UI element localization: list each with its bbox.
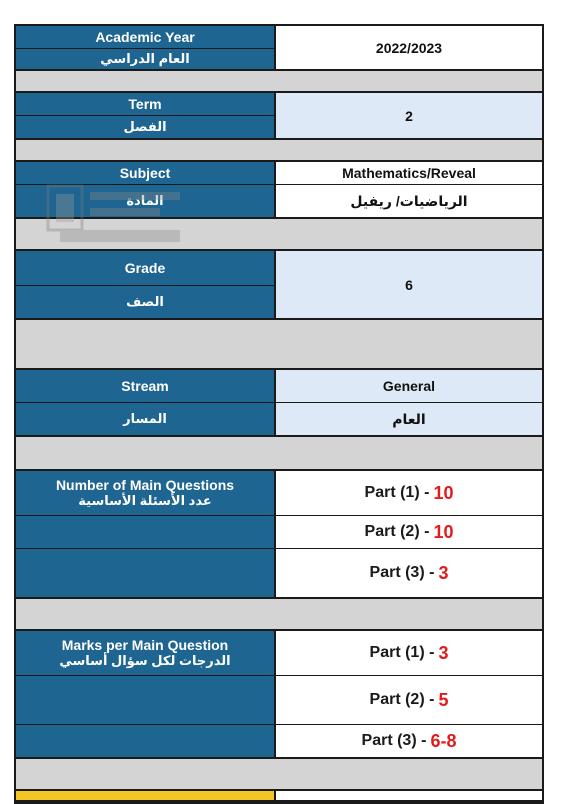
stream-label-en: Stream [16,370,274,402]
marks-per-question-label-filler [16,676,274,724]
main-questions-part-3: Part (3) - 3 [276,549,542,597]
marks-per-question-part-3: Part (3) - 6-8 [276,725,542,757]
row-gap [16,219,542,249]
stream-label-ar: المسار [16,403,274,435]
cutoff-row-value [276,791,542,800]
main-questions-part-2: Part (2) - 10 [276,516,542,548]
main-questions-label-filler [16,516,274,548]
row-gap [16,140,542,160]
academic-year-value: 2022/2023 [276,26,542,69]
academic-year-label-ar: العام الدراسي [16,49,274,69]
main-questions-label-ar: عدد الأسئلة الأساسية [78,493,212,508]
grade-label-ar: الصف [16,286,274,318]
cutoff-row [16,791,274,800]
grade-label-en: Grade [16,251,274,285]
subject-label-ar: المادة [16,185,274,217]
row-gap [16,71,542,91]
main-questions-part-1: Part (1) - 10 [276,471,542,515]
subject-value-ar: الرياضيات/ ريفيل [276,185,542,217]
row-gap [16,437,542,469]
marks-per-question-label-en: Marks per Main Question [61,637,229,653]
grade-value: 6 [276,251,542,318]
stream-value-en: General [276,370,542,402]
subject-label-en: Subject [16,162,274,184]
marks-per-question-label-filler [16,725,274,757]
stream-value-ar: العام [276,403,542,435]
subject-value-en: Mathematics/Reveal [276,162,542,184]
marks-per-question-part-2: Part (2) - 5 [276,676,542,724]
marks-per-question-label [16,631,274,675]
academic-year-label-en: Academic Year [16,26,274,48]
marks-per-question-label-ar: الدرجات لكل سؤال أساسي [59,653,231,668]
row-gap [16,599,542,629]
main-questions-label [16,471,274,515]
main-questions-label-en: Number of Main Questions [55,477,235,493]
term-label-en: Term [16,93,274,115]
term-value: 2 [276,93,542,138]
marks-per-question-part-1: Part (1) - 3 [276,631,542,675]
row-gap [16,320,542,368]
row-gap [16,759,542,789]
main-questions-label-filler [16,549,274,597]
term-label-ar: الفصل [16,116,274,138]
